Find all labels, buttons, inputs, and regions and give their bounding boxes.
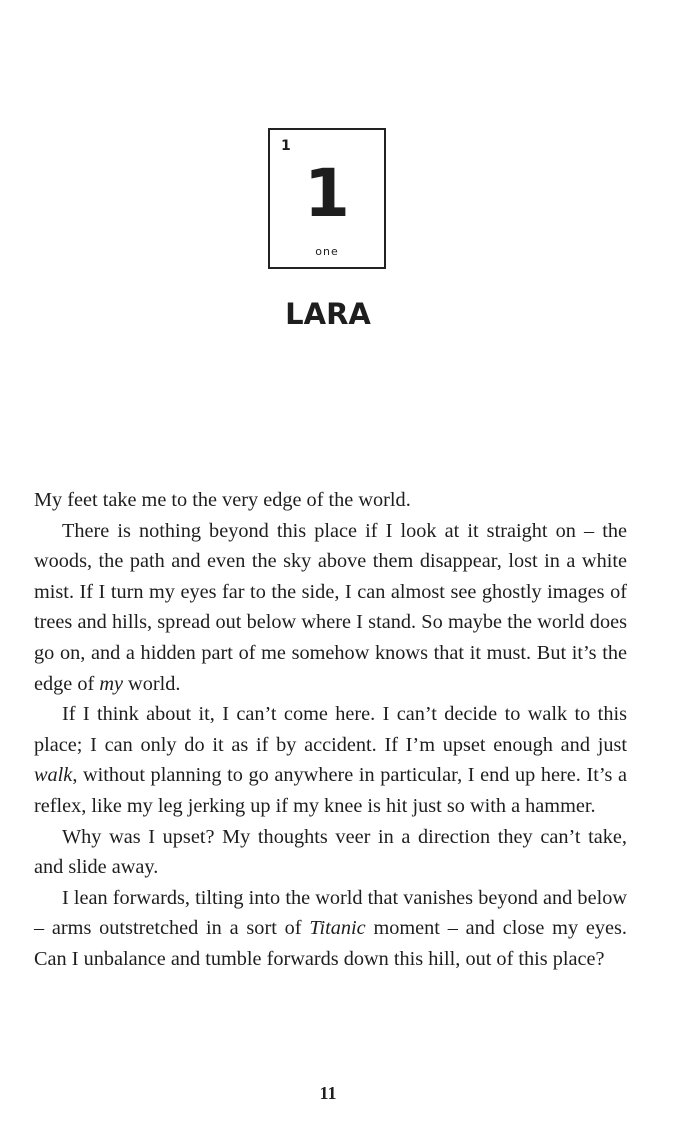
text-run: , without planning to go anywhere in particular, I end up here. It’s a reflex, like my leg jerking up if my knee is hit just so with a hammer. [34,764,627,817]
chapter-number: 1 [304,155,350,232]
text-run-italic: my [99,672,123,695]
paragraph [34,516,627,700]
paragraph [34,822,627,883]
text-run: There is nothing beyond this place if I look at it straight on – the woods, the path and even the sky above them disappear, lost in a white mist. If I turn my eyes far to the side, I can almost see ghostly images of trees and hills, spread out below where I stand. So maybe the world does go on, and a hidden part of me somehow knows that it must. But it’s the edge of [34,519,627,695]
text-run: moment – and close my eyes. Can I unbalance and tumble forwards down this hill, out of this place? [34,917,627,970]
chapter-number-word: one [315,245,339,258]
text-run-italic: Titanic [309,917,366,940]
text-run: world. [122,672,181,695]
chapter-element-box [268,128,386,269]
paragraph [34,883,627,975]
paragraph [34,485,627,516]
chapter-element-number: 1 [281,138,291,154]
text-run: Why was I upset? My thoughts veer in a direction they can’t take, and slide away. [34,825,627,879]
paragraph [34,699,627,821]
text-run-italic: walk [34,764,73,787]
page-number: 11 [319,1083,337,1103]
body-text [34,485,627,975]
text-run: My feet take me to the very edge of the world. [34,489,411,511]
text-run: I lean forwards, tilting into the world that vanishes beyond and below – arms outstretched in a sort of [34,886,627,940]
chapter-title: LARA [285,297,371,331]
text-run: If I think about it, I can’t come here. I can’t decide to walk to this place; I can only do it as if by accident. If I’m upset enough and just [34,703,627,756]
